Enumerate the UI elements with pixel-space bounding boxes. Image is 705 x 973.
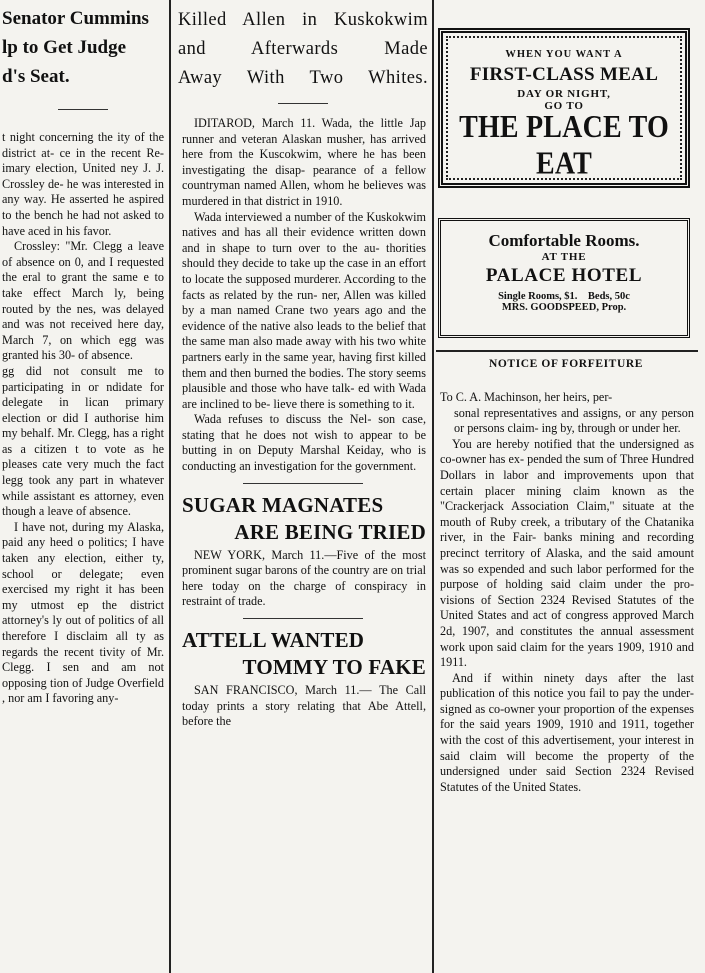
attell-divider bbox=[243, 618, 363, 619]
middle-divider bbox=[278, 103, 328, 104]
sugar-divider bbox=[243, 483, 363, 484]
middle-headline-line-2: and Afterwards Made bbox=[178, 39, 428, 59]
left-paragraph-4: I have not, during my Alaska, paid any heed o politics; I have taken any election, either ty, school or delegate; even exercised my right it has been my utmost ep the district attorney's ly out of politics of all therefore I disclaim all ty as regards the recent tivity of Mr. Clegg. I sen and am not opposing tion of Judge Overfield , nor am I favoring any- bbox=[2, 519, 164, 706]
restaurant-ad-line-4: GO TO bbox=[544, 100, 584, 112]
notice-title: NOTICE OF FORFEITURE bbox=[488, 358, 644, 370]
hotel-ad-line-3: PALACE HOTEL bbox=[485, 265, 643, 286]
left-paragraph-2: Crossley: "Mr. Clegg a leave of absence on 0, and I requested the eral to grant the same e to take effect March ly, being routed by the nes, was delayed and was not received here day, March 7, on which egg was granted his 30- of absence. bbox=[2, 239, 164, 363]
left-headline bbox=[2, 4, 166, 91]
middle-headline bbox=[178, 6, 428, 93]
allen-article-body bbox=[176, 116, 430, 475]
attell-headline-line-1: ATTELL WANTED bbox=[182, 628, 365, 653]
attell-headline bbox=[182, 627, 426, 681]
column-rule-left bbox=[169, 0, 171, 973]
middle-headline-line-3: Away With Two Whites. bbox=[178, 68, 428, 88]
hotel-ad-line-1: Comfortable Rooms. bbox=[488, 231, 640, 250]
restaurant-ad-line-1: WHEN YOU WANT A bbox=[505, 49, 623, 60]
allen-paragraph-1: IDITAROD, March 11. Wada, the little Jap runner and veteran Alaskan musher, has arrived here from the Kuscokwim, where he has been investigating the disap- pearance of a fellow countryman named Allen, whom he believes was murdered in that district in 1910. bbox=[182, 116, 426, 208]
restaurant-ad-line-3: DAY OR NIGHT, bbox=[517, 88, 611, 100]
left-headline-line-2: lp to Get Judge bbox=[2, 37, 127, 58]
left-article-body bbox=[0, 130, 166, 707]
sugar-headline-line-1: SUGAR MAGNATES bbox=[182, 492, 384, 517]
notice-paragraph-1: You are hereby notified that the undersigned as co-owner has ex- pended the sum of Three Hundred Dollars in labor and improvements upon that certain placer mining claim known as the "Crackerjack Association Claim," situate at the mouth of Ruby creek, a tributary of the Chatanika river, in the Fair- banks mining and recording precinct territory of Alaska, and the said amount was so expended and such labor performed for the purpose of holding said claim under the pro- visions of Section 2324 Revised Statutes of the United States and act of congress approved March 2d, 1907, and constitutes the annual assessment work upon said claim for the years 1909, 1910 and 1911. bbox=[440, 436, 694, 670]
left-column bbox=[0, 0, 166, 973]
attell-paragraph: SAN FRANCISCO, March 11.— The Call today prints a story relating that Abe Attell, before the bbox=[182, 683, 426, 729]
notice-addressee-rest: sonal representatives and assigns, or any person or persons claim- ing by, through or under her. bbox=[454, 405, 694, 436]
sugar-paragraph: NEW YORK, March 11.—Five of the most prominent sugar barons of the country are on trial here today on the charge of conspiracy in restraint of trade. bbox=[182, 547, 426, 609]
allen-paragraph-3: Wada refuses to discuss the Nel- son case, stating that he does not wish to appear to be butting in on Deputy Marshal Keiday, who is conducting an investigation for the government. bbox=[182, 412, 426, 474]
notice-addressee-first: To C. A. Machinson, her heirs, per- bbox=[440, 390, 613, 404]
attell-article-body bbox=[176, 683, 430, 730]
notice-paragraph-2: And if within ninety days after the last publication of this notice you fail to pay the under- signed as co-owner your proportion of the expenses for the said years 1909, 1910 and 1911, together with the cost of this advertisement, your interest in said claim will become the property of the undersigned under said Section 2324 Revised Statutes of the United States. bbox=[440, 670, 694, 794]
restaurant-ad-line-2: FIRST-CLASS MEAL bbox=[469, 64, 659, 85]
left-paragraph-3: gg did not consult me to participating in or ndidate for delegate in lican primary election or did I authorise him my behalf. Mr. Clegg, has a right as a citizen t to vote as he pleases cate very much the fact legg took any part in whatever while assistant es attorney, even though a leave of absence. bbox=[2, 363, 164, 519]
notice-addressee bbox=[440, 390, 694, 437]
left-headline-line-1: Senator Cummins bbox=[2, 8, 149, 29]
restaurant-ad bbox=[438, 28, 690, 188]
left-divider bbox=[58, 109, 108, 110]
allen-paragraph-2: Wada interviewed a number of the Kuskokwim natives and has all their evidence written down and in shape to turn over to the au- thorities should they decide to take up the case in an effort to locate the supposed murderer. According to the facts as related by the run- ner, Allen was killed by a man named Crane two years ago and the evidence of the native also leads to the belief that the same man also made away with his two white partners early in the same year, having first killed them and then burned the bodies. The story seems plausible and those who have talk- ed with Wada are inclined to be- lieve there is something to it. bbox=[182, 209, 426, 411]
left-paragraph-1: t night concerning the ity of the district at- ce in the recent Re- imary election, United ney J. J. Crossley de- he was interested in any way. He asserted he aspired to the bench he had not asked to have aced in his favor. bbox=[2, 130, 164, 238]
right-column bbox=[436, 0, 705, 973]
hotel-ad-line-4: Single Rooms, $1. Beds, 50c bbox=[498, 291, 630, 302]
sugar-article-body bbox=[176, 548, 430, 610]
hotel-ad bbox=[438, 218, 690, 338]
column-rule-right bbox=[432, 0, 434, 973]
hotel-ad-line-5: MRS. GOODSPEED, Prop. bbox=[501, 302, 627, 313]
notice-top-rule bbox=[436, 350, 698, 352]
sugar-headline-line-2: ARE BEING TRIED bbox=[234, 519, 426, 544]
hotel-ad-line-2: AT THE bbox=[541, 251, 587, 263]
sugar-headline bbox=[182, 492, 426, 546]
middle-column bbox=[176, 0, 430, 973]
restaurant-ad-line-5: THE PLACE TO EAT bbox=[459, 109, 669, 182]
notice-body bbox=[440, 390, 694, 795]
attell-headline-line-2: TOMMY TO FAKE bbox=[242, 655, 426, 680]
left-headline-line-3: d's Seat. bbox=[2, 66, 70, 87]
middle-headline-line-1: Killed Allen in Kuskokwim bbox=[178, 10, 428, 30]
